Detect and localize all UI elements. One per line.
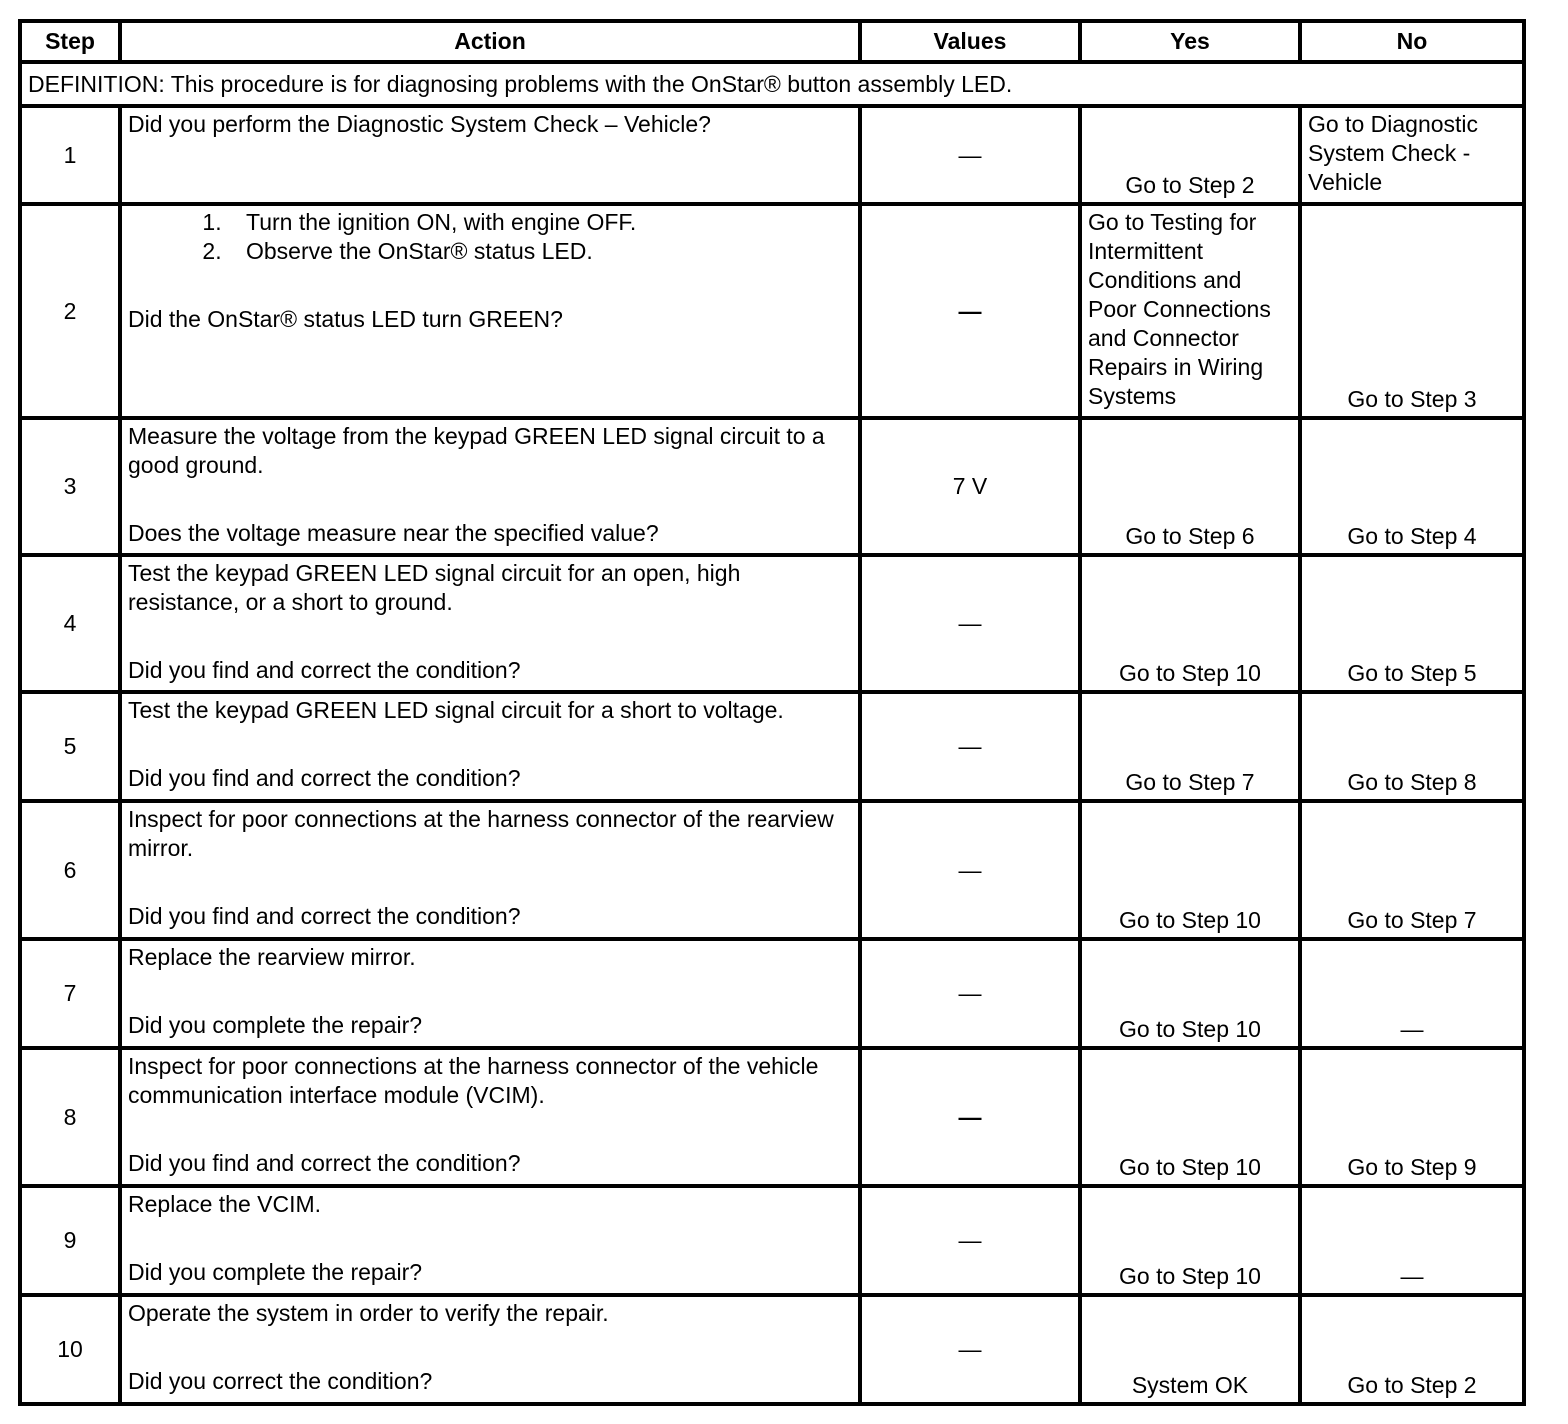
no-cell: Go to Step 9 [1300,1048,1524,1186]
no-cell: — [1300,1186,1524,1295]
table-row [20,555,1524,692]
table-row [20,106,1524,204]
value-cell: — [860,555,1080,692]
action-cell [120,1295,860,1404]
value-cell: — [860,939,1080,1048]
list-item: 1. Turn the ignition ON, with engine OFF. [228,208,852,237]
no-cell: Go to Diagnostic System Check - Vehicle [1300,106,1524,204]
step-number: 4 [20,555,120,692]
table-row [20,801,1524,939]
header-action: Action [120,21,860,62]
no-cell: — [1300,939,1524,1048]
action-cell [120,692,860,801]
action-cell [120,1186,860,1295]
header-yes: Yes [1080,21,1300,62]
table-row [20,418,1524,555]
step-number: 9 [20,1186,120,1295]
action-text: Test the keypad GREEN LED signal circuit for a short to voltage. [128,697,784,723]
action-cell [120,801,860,939]
table-row [20,1186,1524,1295]
yes-cell: Go to Step 2 [1080,106,1300,204]
yes-cell: Go to Step 10 [1080,939,1300,1048]
action-text: Operate the system in order to verify the repair. [128,1300,609,1326]
step-number: 3 [20,418,120,555]
step-number: 7 [20,939,120,1048]
table-row [20,692,1524,801]
action-steps-list [128,208,852,266]
no-cell: Go to Step 3 [1300,204,1524,418]
header-no: No [1300,21,1524,62]
value-cell: — [860,1048,1080,1186]
list-item: 2. Observe the OnStar® status LED. [228,237,852,266]
action-question: Did you find and correct the condition? [128,765,521,791]
step-number: 5 [20,692,120,801]
diagnostic-table [18,19,1526,1406]
action-question: Did the OnStar® status LED turn GREEN? [128,306,563,332]
action-cell [120,1048,860,1186]
action-question: Did you find and correct the condition? [128,903,521,929]
action-text: Inspect for poor connections at the harness connector of the rearview mirror. [128,806,834,861]
value-cell: — [860,1295,1080,1404]
value-cell: — [860,801,1080,939]
action-text: Replace the rearview mirror. [128,944,416,970]
action-cell [120,204,860,418]
table-row [20,1048,1524,1186]
value-cell: 7 V [860,418,1080,555]
no-cell: Go to Step 5 [1300,555,1524,692]
action-question: Did you complete the repair? [128,1259,423,1285]
header-step: Step [20,21,120,62]
action-text: Measure the voltage from the keypad GREEN LED signal circuit to a good ground. [128,423,825,478]
table-row [20,204,1524,418]
header-values: Values [860,21,1080,62]
action-text: Inspect for poor connections at the harness connector of the vehicle communication interface module (VCIM). [128,1053,819,1108]
header-row [20,21,1524,62]
yes-cell: Go to Step 10 [1080,1186,1300,1295]
yes-cell: Go to Step 7 [1080,692,1300,801]
no-cell: Go to Step 4 [1300,418,1524,555]
table-row [20,939,1524,1048]
action-question: Did you find and correct the condition? [128,657,521,683]
yes-cell: Go to Step 6 [1080,418,1300,555]
action-cell [120,555,860,692]
yes-cell: Go to Step 10 [1080,555,1300,692]
step-number: 8 [20,1048,120,1186]
action-question: Did you correct the condition? [128,1368,433,1394]
definition-row [20,62,1524,106]
definition-text: DEFINITION: This procedure is for diagnosing problems with the OnStar® button assembly LED. [20,62,1524,106]
yes-cell: System OK [1080,1295,1300,1404]
table-row [20,1295,1524,1404]
action-text: Replace the VCIM. [128,1191,322,1217]
value-cell: — [860,1186,1080,1295]
value-cell: — [860,692,1080,801]
no-cell: Go to Step 8 [1300,692,1524,801]
step-number: 1 [20,106,120,204]
step-number: 6 [20,801,120,939]
action-text: Test the keypad GREEN LED signal circuit for an open, high resistance, or a short to ground. [128,560,741,615]
yes-cell: Go to Step 10 [1080,801,1300,939]
value-cell: — [860,204,1080,418]
action-question: Does the voltage measure near the specified value? [128,520,659,546]
step-number: 2 [20,204,120,418]
action-question: Did you complete the repair? [128,1012,423,1038]
no-cell: Go to Step 7 [1300,801,1524,939]
yes-cell: Go to Step 10 [1080,1048,1300,1186]
action-cell [120,939,860,1048]
yes-cell: Go to Testing for Intermittent Conditions and Poor Connections and Connector Repairs in Wiring Systems [1080,204,1300,418]
action-cell [120,418,860,555]
step-number: 10 [20,1295,120,1404]
action-text: Did you perform the Diagnostic System Check – Vehicle? [120,106,860,204]
action-question: Did you find and correct the condition? [128,1150,521,1176]
no-cell: Go to Step 2 [1300,1295,1524,1404]
value-cell: — [860,106,1080,204]
